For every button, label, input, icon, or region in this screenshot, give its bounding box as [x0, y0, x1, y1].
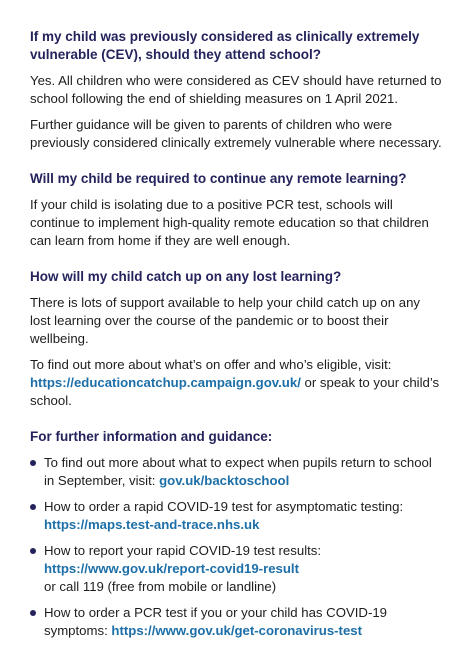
answer-paragraph: There is lots of support available to help your child catch up on any lost learning over the course of the pandemic or to boost their wellbeing. [30, 295, 420, 346]
list-item-text: How to order a rapid COVID-19 test for asymptomatic testing: [44, 499, 404, 514]
back-to-school-link[interactable]: gov.uk/backtoschool [159, 473, 290, 488]
list-item [30, 454, 442, 490]
further-list [30, 454, 442, 640]
report-result-link[interactable]: https://www.gov.uk/report-covid19-result [44, 561, 299, 576]
question-heading: If my child was previously considered as clinically extremely vulnerable (CEV), should they attend school? [30, 29, 420, 62]
answer-paragraph: Yes. All children who were considered as CEV should have returned to school following the end of shielding measures on 1 April 2021. [30, 73, 442, 106]
list-item-text: How to order a PCR test if you or your child has COVID-19 symptoms: [44, 605, 388, 638]
bullet-icon [30, 548, 36, 554]
bullet-icon [30, 460, 36, 466]
document-page [30, 28, 442, 658]
bullet-icon [30, 610, 36, 616]
visit-text: To find out more about what’s on offer and who’s eligible, visit: [30, 357, 392, 372]
section-cev [30, 28, 442, 152]
list-item-text: To find out more about what to expect when pupils return to school in September, visit: [44, 455, 432, 488]
education-catchup-link[interactable]: https://educationcatchup.campaign.gov.uk/ [30, 375, 301, 390]
question-heading: How will my child catch up on any lost learning? [30, 269, 342, 284]
visit-paragraph [30, 356, 442, 410]
coronavirus-test-link[interactable]: https://www.gov.uk/get-coronavirus-test [111, 623, 363, 638]
section-further-info [30, 428, 442, 640]
answer-paragraph: Further guidance will be given to parents of children who were previously considered clinically extremely vulnerable where necessary. [30, 117, 442, 150]
section-remote-learning [30, 170, 442, 250]
call-119-text: or call 119 (free from mobile or landline) [44, 579, 277, 594]
question-heading: Will my child be required to continue any remote learning? [30, 171, 407, 186]
visit-after-text: or speak to your child’s school. [30, 375, 440, 408]
answer-paragraph: If your child is isolating due to a positive PCR test, schools will continue to implement high-quality remote education so that children can learn from home if they are well enough. [30, 197, 429, 248]
list-item [30, 604, 442, 640]
list-item-text: How to report your rapid COVID-19 test results: [44, 543, 322, 558]
section-catch-up [30, 268, 442, 410]
bullet-icon [30, 504, 36, 510]
list-item [30, 542, 442, 596]
further-heading: For further information and guidance: [30, 429, 273, 444]
test-and-trace-link[interactable]: https://maps.test-and-trace.nhs.uk [44, 517, 260, 532]
list-item [30, 498, 442, 534]
